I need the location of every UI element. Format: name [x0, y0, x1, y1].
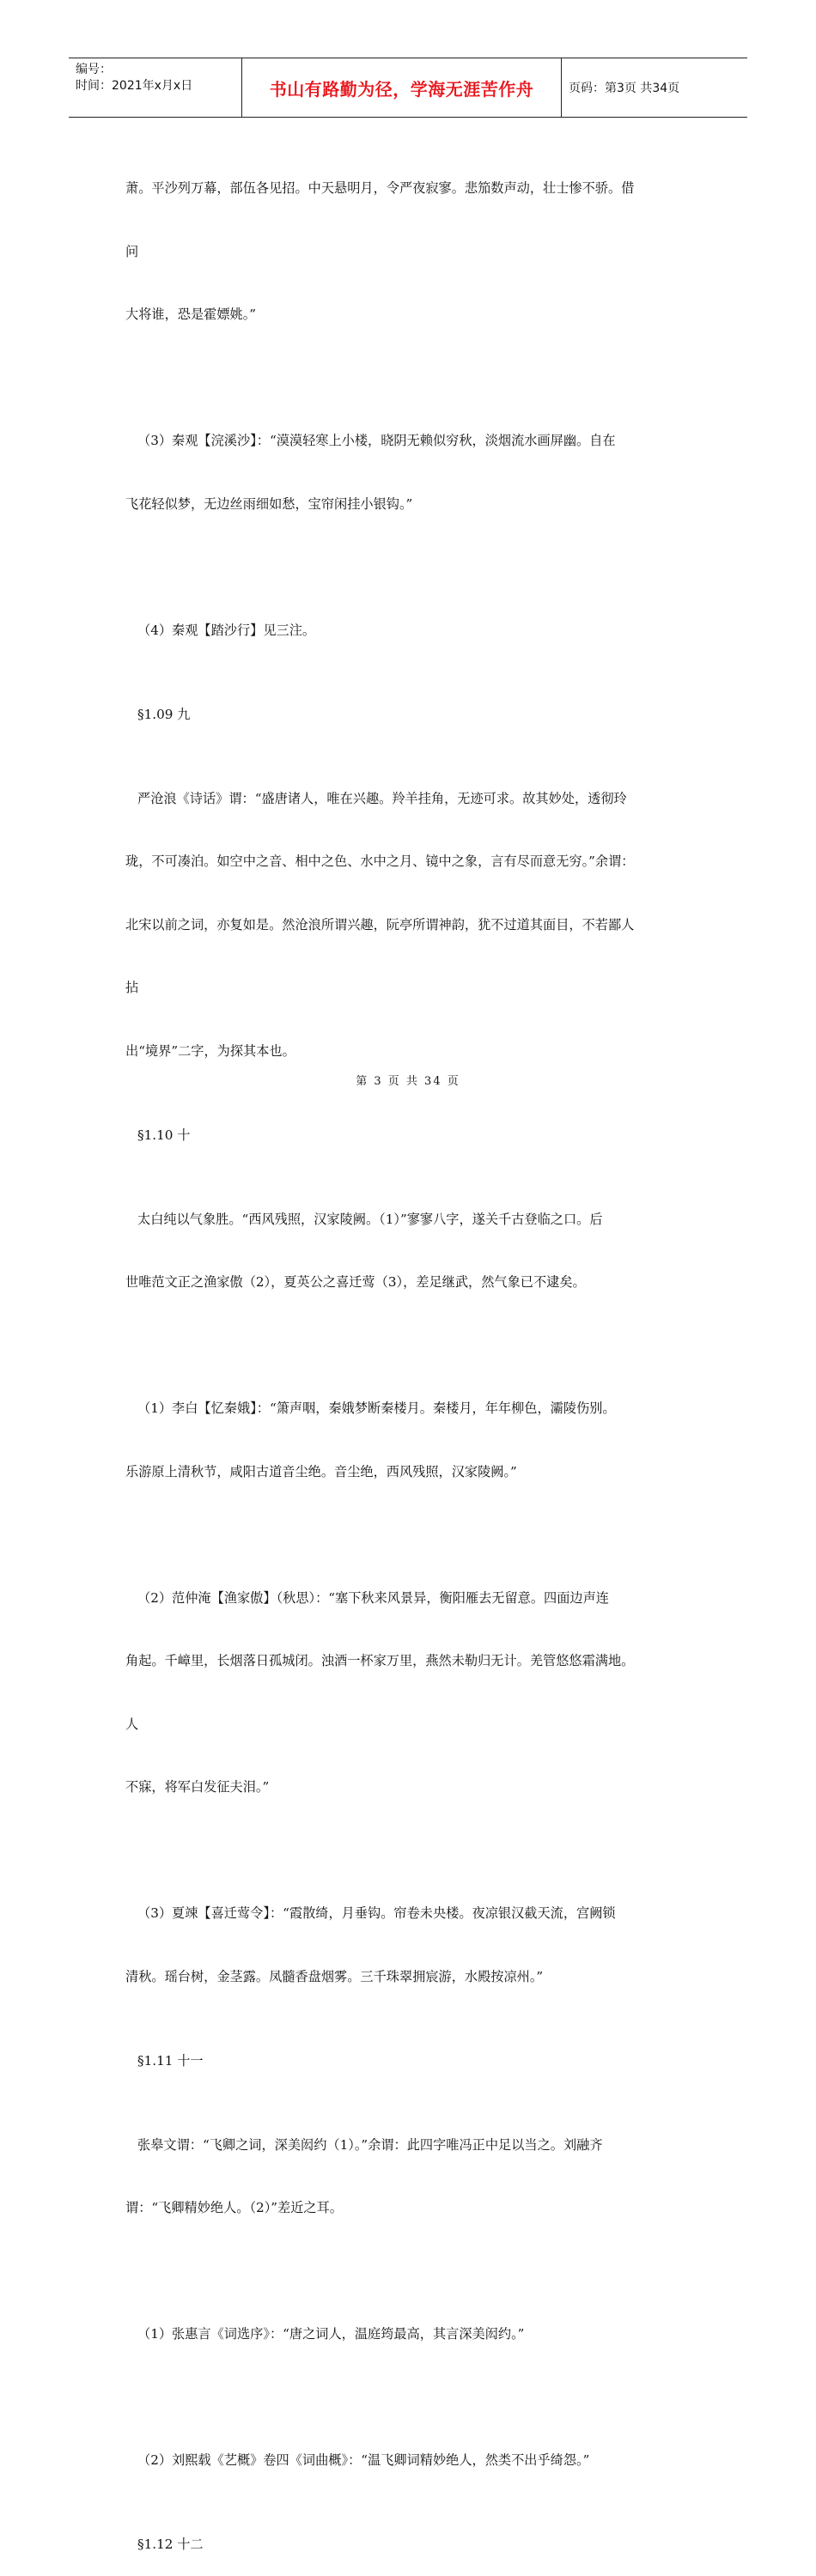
section-heading: §1.12 十二 — [137, 2537, 204, 2552]
code-label: 编号： — [76, 63, 112, 76]
text-line: 世唯范文正之渔家傲（2），夏英公之喜迁莺（3），差足继武，然气象已不逮矣。 — [125, 1274, 586, 1290]
text-line: 谓：“飞卿精妙绝人。（2）”差近之耳。 — [125, 2200, 343, 2215]
date-label: 时间：2021年x月x日 — [76, 79, 193, 93]
footnote-paragraph — [125, 2408, 699, 2513]
text-line: 出“境界”二字，为探其本也。 — [125, 1042, 295, 1059]
text-line: （2）刘熙载《艺概》卷四《词曲概》：“温飞卿词精妙绝人，然类不出乎绮怨。” — [137, 2452, 590, 2468]
text-line: （2）范仲淹【渔家傲】（秋思）：“塞下秋来风景异，衡阳雁去无留意。四面边声连 — [137, 1589, 609, 1606]
header-motto: 书山有路勤为径，学海无涯苦作舟 — [242, 58, 562, 117]
paragraph — [125, 1167, 699, 1335]
section-heading: §1.09 九 — [137, 706, 191, 722]
section-heading: §1.11 十一 — [137, 2052, 204, 2069]
paragraph — [125, 136, 699, 368]
text-line: 清秋。瑶台树，金茎露。凤髓香盘烟雾。三千珠翠拥宸游，水殿按凉州。” — [125, 1968, 544, 1984]
text-line: （3）秦观【浣溪沙】：“漠漠轻寒上小楼，晓阴无赖似穷秋，淡烟流水画屏幽。自在 — [137, 433, 616, 448]
text-line: 不寐，将军白发征夫泪。” — [125, 1779, 270, 1795]
text-line: 拈 — [125, 980, 139, 995]
text-line: （1）李白【忆秦娥】：“箫声咽，秦娥梦断秦楼月。秦楼月，年年柳色，灞陵伤别。 — [137, 1400, 616, 1416]
text-line: 角起。千嶂里，长烟落日孤城闭。浊酒一杯家万里，燕然未勒归无计。羌管悠悠霜满地。 — [125, 1653, 635, 1668]
footnote-paragraph — [125, 388, 699, 556]
header-page-info: 页码：第3页 共34页 — [569, 82, 680, 95]
page-footer: 第 3 页 共 34 页 — [356, 1075, 460, 1088]
text-line: 飞花轻似梦，无边丝雨细如愁，宝帘闲挂小银钩。” — [125, 495, 413, 512]
text-line: （3）夏竦【喜迁莺令】：“霞散绮，月垂钩。帘卷未央楼。夜凉银汉截天流，宫阙锁 — [137, 1905, 616, 1921]
text-line: 北宋以前之词，亦复如是。然沧浪所谓兴趣，阮亭所谓神韵，犹不过道其面目，不若鄙人 — [125, 916, 635, 933]
paragraph — [125, 746, 699, 1104]
footnote-paragraph — [125, 578, 699, 683]
footnote-paragraph — [125, 1356, 699, 1524]
header-meta — [69, 58, 242, 117]
footnote-paragraph — [125, 1546, 699, 1840]
section-heading: §1.10 十 — [137, 1127, 191, 1143]
text-line: 萧。平沙列万幕，部伍各见招。中天悬明月，令严夜寂寥。悲笳数声动，壮士惨不骄。借 — [125, 180, 635, 196]
document-body — [125, 136, 699, 2576]
page-header — [69, 58, 747, 118]
text-line: 珑，不可凑泊。如空中之音、相中之色、水中之月、镜中之象，言有尽而意无穷。”余谓： — [125, 854, 635, 869]
text-line: 人 — [125, 1716, 139, 1732]
text-line: 张皋文谓：“飞卿之词，深美闳约（1）。”余谓：此四字唯冯正中足以当之。刘融齐 — [137, 2136, 603, 2153]
footnote-paragraph — [125, 2281, 699, 2387]
text-line: 问 — [125, 243, 139, 259]
text-line: （4）秦观【踏沙行】见三注。 — [137, 622, 316, 638]
text-line: 太白纯以气象胜。“西风残照，汉家陵阙。（1）”寥寥八字，遂关千古登临之口。后 — [137, 1211, 603, 1227]
text-line: 乐游原上清秋节，咸阳古道音尘绝。音尘绝，西风残照，汉家陵阙。” — [125, 1463, 517, 1479]
paragraph — [125, 2093, 699, 2261]
text-line: 严沧浪《诗话》谓：“盛唐诸人，唯在兴趣。羚羊挂角，无迹可求。故其妙处，透彻玲 — [137, 790, 627, 806]
text-line: 大将谁，恐是霍嫖姚。” — [125, 307, 257, 322]
footnote-paragraph — [125, 1861, 699, 2029]
text-line: （1）张惠言《词选序》：“唐之词人，温庭筠最高，其言深美闳约。” — [137, 2326, 525, 2342]
